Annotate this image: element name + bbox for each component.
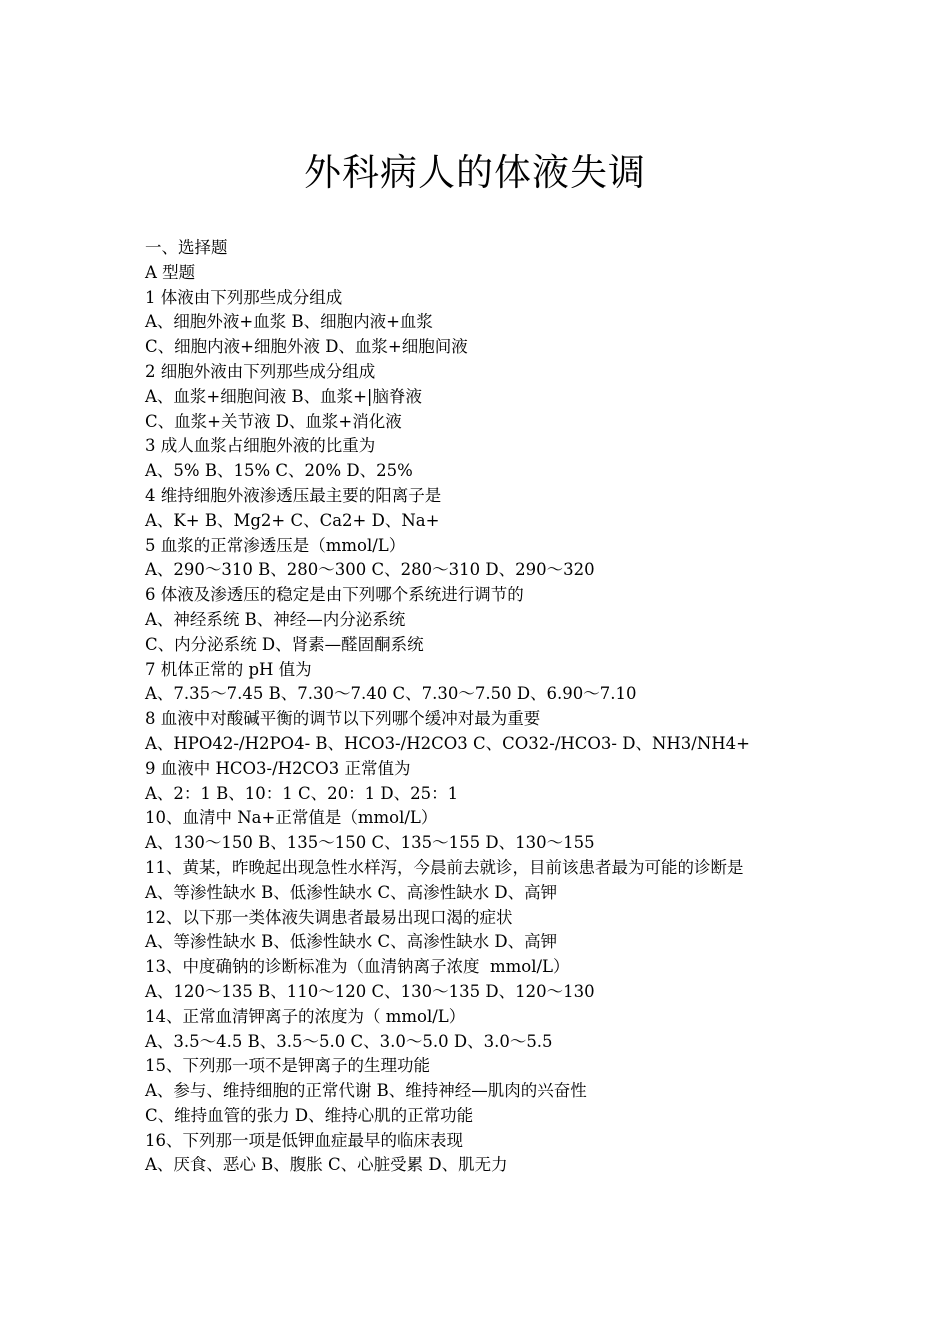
answer-options: A、等渗性缺水 B、低渗性缺水 C、高渗性缺水 D、高钾 xyxy=(145,932,558,952)
answer-options: A、神经系统 B、神经—内分泌系统 xyxy=(145,609,406,629)
question-stem: 8 血液中对酸碱平衡的调节以下列哪个缓冲对最为重要 xyxy=(145,709,541,729)
question-stem: 3 成人血浆占细胞外液的比重为 xyxy=(145,436,376,456)
answer-options: A、130～150 B、135～150 C、135～155 D、130～155 xyxy=(145,833,595,853)
answer-options: A、血浆+细胞间液 B、血浆+|脑脊液 xyxy=(145,386,422,406)
question-stem: 1 体液由下列那些成分组成 xyxy=(145,287,343,307)
question-stem: 15、下列那一项不是钾离子的生理功能 xyxy=(145,1056,430,1076)
question-type-heading: A 型题 xyxy=(145,262,196,282)
question-stem: 6 体液及渗透压的稳定是由下列哪个系统进行调节的 xyxy=(145,585,524,605)
answer-options: A、参与、维持细胞的正常代谢 B、维持神经—肌肉的兴奋性 xyxy=(145,1081,587,1101)
question-stem: 4 维持细胞外液渗透压最主要的阳离子是 xyxy=(145,485,442,505)
section-heading: 一、选择题 xyxy=(145,238,228,257)
question-stem: 9 血液中 HCO3-/H2CO3 正常值为 xyxy=(145,758,411,778)
answer-options: C、内分泌系统 D、肾素—醛固酮系统 xyxy=(145,634,424,654)
answer-options: C、细胞内液+细胞外液 D、血浆+细胞间液 xyxy=(145,337,468,357)
question-stem: 13、中度确钠的诊断标准为（血清钠离子浓度 mmol/L） xyxy=(145,957,570,977)
answer-options: A、5% B、15% C、20% D、25% xyxy=(145,461,413,481)
answer-options: A、K+ B、Mg2+ C、Ca2+ D、Na+ xyxy=(145,510,440,530)
answer-options: C、血浆+关节液 D、血浆+消化液 xyxy=(145,411,402,431)
question-stem: 12、以下那一类体液失调患者最易出现口渴的症状 xyxy=(145,907,513,927)
answer-options: A、290～310 B、280～300 C、280～310 D、290～320 xyxy=(145,560,595,580)
question-stem: 5 血浆的正常渗透压是（mmol/L） xyxy=(145,535,406,555)
answer-options: C、维持血管的张力 D、维持心肌的正常功能 xyxy=(145,1105,474,1125)
question-stem: 7 机体正常的 pH 值为 xyxy=(145,659,312,679)
question-stem: 16、下列那一项是低钾血症最早的临床表现 xyxy=(145,1130,463,1150)
question-stem: 11、黄某，昨晚起出现急性水样泻，今晨前去就诊，目前该患者最为可能的诊断是 xyxy=(145,857,744,877)
answer-options: A、等渗性缺水 B、低渗性缺水 C、高渗性缺水 D、高钾 xyxy=(145,882,558,902)
answer-options: A、3.5～4.5 B、3.5～5.0 C、3.0～5.0 D、3.0～5.5 xyxy=(145,1031,553,1051)
answer-options: A、7.35～7.45 B、7.30～7.40 C、7.30～7.50 D、6.90～7.10 xyxy=(145,684,637,704)
answer-options: A、细胞外液+血浆 B、细胞内液+血浆 xyxy=(145,312,433,332)
question-stem: 14、正常血清钾离子的浓度为（ mmol/L） xyxy=(145,1006,466,1026)
answer-options: A、2：1 B、10：1 C、20：1 D、25：1 xyxy=(145,783,459,803)
question-list xyxy=(145,236,815,1178)
question-stem: 10、血清中 Na+正常值是（mmol/L） xyxy=(145,808,438,828)
answer-options: A、HPO42-/H2PO4- B、HCO3-/H2CO3 C、CO32-/HCO3- D、NH3/NH4+ xyxy=(145,733,751,753)
answer-options: A、120～135 B、110～120 C、130～135 D、120～130 xyxy=(145,981,595,1001)
answer-options: A、厌食、恶心 B、腹胀 C、心脏受累 D、肌无力 xyxy=(145,1155,508,1175)
question-stem: 2 细胞外液由下列那些成分组成 xyxy=(145,361,376,381)
document-title: 外科病人的体液失调 xyxy=(304,151,646,194)
